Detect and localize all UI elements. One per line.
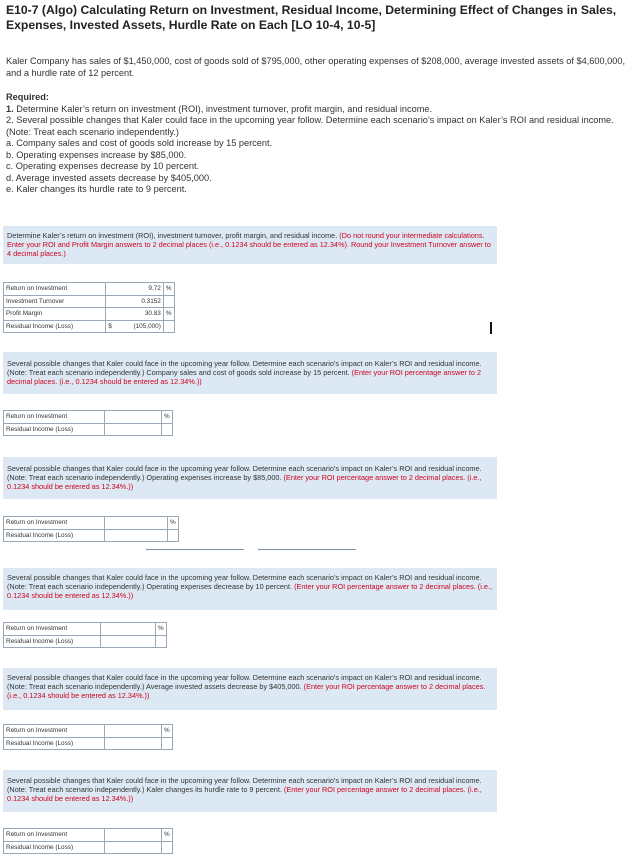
row-label: Residual Income (Loss) bbox=[4, 423, 105, 436]
roi-value: 9.72 bbox=[148, 285, 161, 293]
table-row bbox=[4, 320, 175, 333]
scenario-a-instruction: Several possible changes that Kaler could face in the upcoming year follow. Determine each scenario’s impact on Kaler’s ROI and residual income. (Note: Treat each scenario independently.) Company sales and cost of goods sold increase by 15 percent. bbox=[7, 359, 482, 378]
required-item: b. Operating expenses increase by $85,000. bbox=[6, 149, 187, 160]
part1-instruction: Determine Kaler’s return on investment (ROI), investment turnover, profit margin, and residual income. bbox=[7, 231, 338, 240]
scenario-a-table bbox=[3, 410, 173, 436]
scenario-b-note: (Enter your ROI percentage answer to 2 decimal places. (i.e., 0.1234 should be entered as 12.34%.)) bbox=[7, 473, 482, 492]
scenario-e-note: (Enter your ROI percentage answer to 2 decimal places. (i.e., 0.1234 should be entered as 12.34%.)) bbox=[7, 785, 482, 804]
row-label: Return on Investment bbox=[4, 725, 105, 738]
percent-sign: % bbox=[162, 725, 173, 738]
scenario-e-instruction: Several possible changes that Kaler could face in the upcoming year follow. Determine each scenario’s impact on Kaler’s ROI and residual income. (Note: Treat each scenario independently.) Kaler changes its hurdle rate to 9 percent. bbox=[7, 776, 482, 795]
required-item: 1. Determine Kaler’s return on investment (ROI), investment turnover, profit margin, and residual income. bbox=[6, 103, 433, 114]
required-section bbox=[6, 92, 628, 196]
row-label: Return on Investment bbox=[4, 411, 105, 424]
suffix-cell bbox=[162, 841, 173, 854]
table-row bbox=[4, 737, 173, 750]
divider-line bbox=[258, 549, 356, 550]
table-row bbox=[4, 283, 175, 296]
roi-input[interactable] bbox=[106, 283, 164, 296]
table-row bbox=[4, 308, 175, 321]
table-row bbox=[4, 829, 173, 842]
scenario-a-band bbox=[3, 352, 497, 394]
scenario-a-ri-input[interactable] bbox=[105, 423, 162, 436]
row-label: Residual Income (Loss) bbox=[4, 635, 101, 648]
required-item: c. Operating expenses decrease by 10 percent. bbox=[6, 161, 200, 171]
profit-margin-input[interactable] bbox=[106, 308, 164, 321]
required-item: d. Average invested assets decrease by $405,000. bbox=[6, 172, 212, 183]
scenario-d-ri-input[interactable] bbox=[105, 737, 162, 750]
scenario-d-instruction: Several possible changes that Kaler could face in the upcoming year follow. Determine each scenario’s impact on Kaler’s ROI and residual income. (Note: Treat each scenario independently.) Average invested assets decrease by $405,000. bbox=[7, 673, 482, 692]
required-item-text: Determine Kaler’s return on investment (ROI), investment turnover, profit margin, and residual income. bbox=[16, 103, 433, 114]
text-cursor bbox=[490, 322, 492, 334]
table-row bbox=[4, 411, 173, 424]
row-label: Investment Turnover bbox=[4, 295, 106, 308]
scenario-c-instruction: Several possible changes that Kaler could face in the upcoming year follow. Determine each scenario’s impact on Kaler’s ROI and residual income. (Note: Treat each scenario independently.) Operating expenses decrease by 10 percent. bbox=[7, 573, 482, 592]
row-label: Residual Income (Loss) bbox=[4, 737, 105, 750]
investment-turnover-input[interactable] bbox=[106, 295, 164, 308]
percent-sign: % bbox=[163, 308, 174, 321]
required-item: e. Kaler changes its hurdle rate to 9 percent. bbox=[6, 184, 187, 194]
percent-sign: % bbox=[156, 623, 167, 636]
table-row bbox=[4, 423, 173, 436]
scenario-c-band bbox=[3, 568, 497, 610]
row-label: Return on Investment bbox=[4, 517, 105, 530]
scenario-c-ri-input[interactable] bbox=[101, 635, 156, 648]
table-row bbox=[4, 841, 173, 854]
scenario-d-note: (Enter your ROI percentage answer to 2 decimal places. (i.e., 0.1234 should be entered as 12.34%.)) bbox=[7, 682, 486, 701]
scenario-a-note: (Enter your ROI percentage answer to 2 decimal places. (i.e., 0.1234 should be entered as 12.34%.)) bbox=[7, 368, 482, 387]
row-label: Profit Margin bbox=[4, 308, 106, 321]
suffix-cell bbox=[163, 295, 174, 308]
residual-income-input[interactable] bbox=[106, 320, 164, 333]
percent-sign: % bbox=[162, 829, 173, 842]
percent-sign: % bbox=[168, 517, 179, 530]
scenario-e-roi-input[interactable] bbox=[105, 829, 162, 842]
scenario-e-band bbox=[3, 770, 497, 812]
table-row bbox=[4, 725, 173, 738]
scenario-b-band bbox=[3, 457, 497, 499]
table-row bbox=[4, 517, 179, 530]
part1-instruction-band bbox=[3, 226, 497, 264]
scenario-b-table bbox=[3, 516, 179, 542]
percent-sign: % bbox=[163, 283, 174, 296]
scenario-e-ri-input[interactable] bbox=[105, 841, 162, 854]
scenario-b-ri-input[interactable] bbox=[105, 529, 168, 542]
table-row bbox=[4, 529, 179, 542]
scenario-c-roi-input[interactable] bbox=[101, 623, 156, 636]
row-label: Residual Income (Loss) bbox=[4, 529, 105, 542]
table-row bbox=[4, 295, 175, 308]
scenario-d-roi-input[interactable] bbox=[105, 725, 162, 738]
row-label: Return on Investment bbox=[4, 283, 106, 296]
required-item: 2. Several possible changes that Kaler could face in the upcoming year follow. Determine each scenario’s impact on Kaler’s ROI and residual income. (Note: Treat each scenario independently.) bbox=[6, 115, 614, 137]
scenario-b-instruction: Several possible changes that Kaler could face in the upcoming year follow. Determine each scenario’s impact on Kaler’s ROI and residual income. (Note: Treat each scenario independently.) Operating expenses increase by $85,000. bbox=[7, 464, 482, 483]
required-item: a. Company sales and cost of goods sold increase by 15 percent. bbox=[6, 138, 273, 148]
percent-sign: % bbox=[162, 411, 173, 424]
suffix-cell bbox=[156, 635, 167, 648]
problem-intro: Kaler Company has sales of $1,450,000, cost of goods sold of $795,000, other operating expenses of $208,000, average invested assets of $4,600,000, and a hurdle rate of 12 percent. bbox=[6, 56, 626, 78]
table-row bbox=[4, 635, 167, 648]
row-label: Residual Income (Loss) bbox=[4, 320, 106, 333]
row-label: Return on Investment bbox=[4, 829, 105, 842]
part1-answer-table bbox=[3, 282, 175, 333]
table-row bbox=[4, 623, 167, 636]
suffix-cell bbox=[162, 737, 173, 750]
dollar-sign: $ bbox=[108, 322, 112, 330]
suffix-cell bbox=[168, 529, 179, 542]
row-label: Return on Investment bbox=[4, 623, 101, 636]
suffix-cell bbox=[163, 320, 174, 333]
scenario-e-table bbox=[3, 828, 173, 854]
scenario-d-table bbox=[3, 724, 173, 750]
scenario-d-band bbox=[3, 668, 497, 710]
part1-note: (Do not round your intermediate calculations. Enter your ROI and Profit Margin answers to 2 decimal places (i.e., 0.1234 should be entered as 12.34%). Round your Investment Turnover answer to 4 decimal places.) bbox=[7, 231, 491, 259]
scenario-a-roi-input[interactable] bbox=[105, 411, 162, 424]
suffix-cell bbox=[162, 423, 173, 436]
scenario-c-table bbox=[3, 622, 167, 648]
profit-margin-value: 30.83 bbox=[144, 310, 161, 318]
scenario-c-note: (Enter your ROI percentage answer to 2 decimal places. (i.e., 0.1234 should be entered as 12.34%.)) bbox=[7, 582, 492, 601]
turnover-value: 0.3152 bbox=[141, 297, 161, 305]
required-heading: Required: bbox=[6, 92, 49, 102]
row-label: Residual Income (Loss) bbox=[4, 841, 105, 854]
divider-line bbox=[146, 549, 244, 550]
scenario-b-roi-input[interactable] bbox=[105, 517, 168, 530]
page-title: E10-7 (Algo) Calculating Return on Investment, Residual Income, Determining Effect of Changes in Sales, Expenses, Invested Assets, Hurdle Rate on Each [LO 10-4, 10-5] bbox=[6, 3, 617, 32]
residual-income-value: (105,000) bbox=[133, 322, 161, 330]
